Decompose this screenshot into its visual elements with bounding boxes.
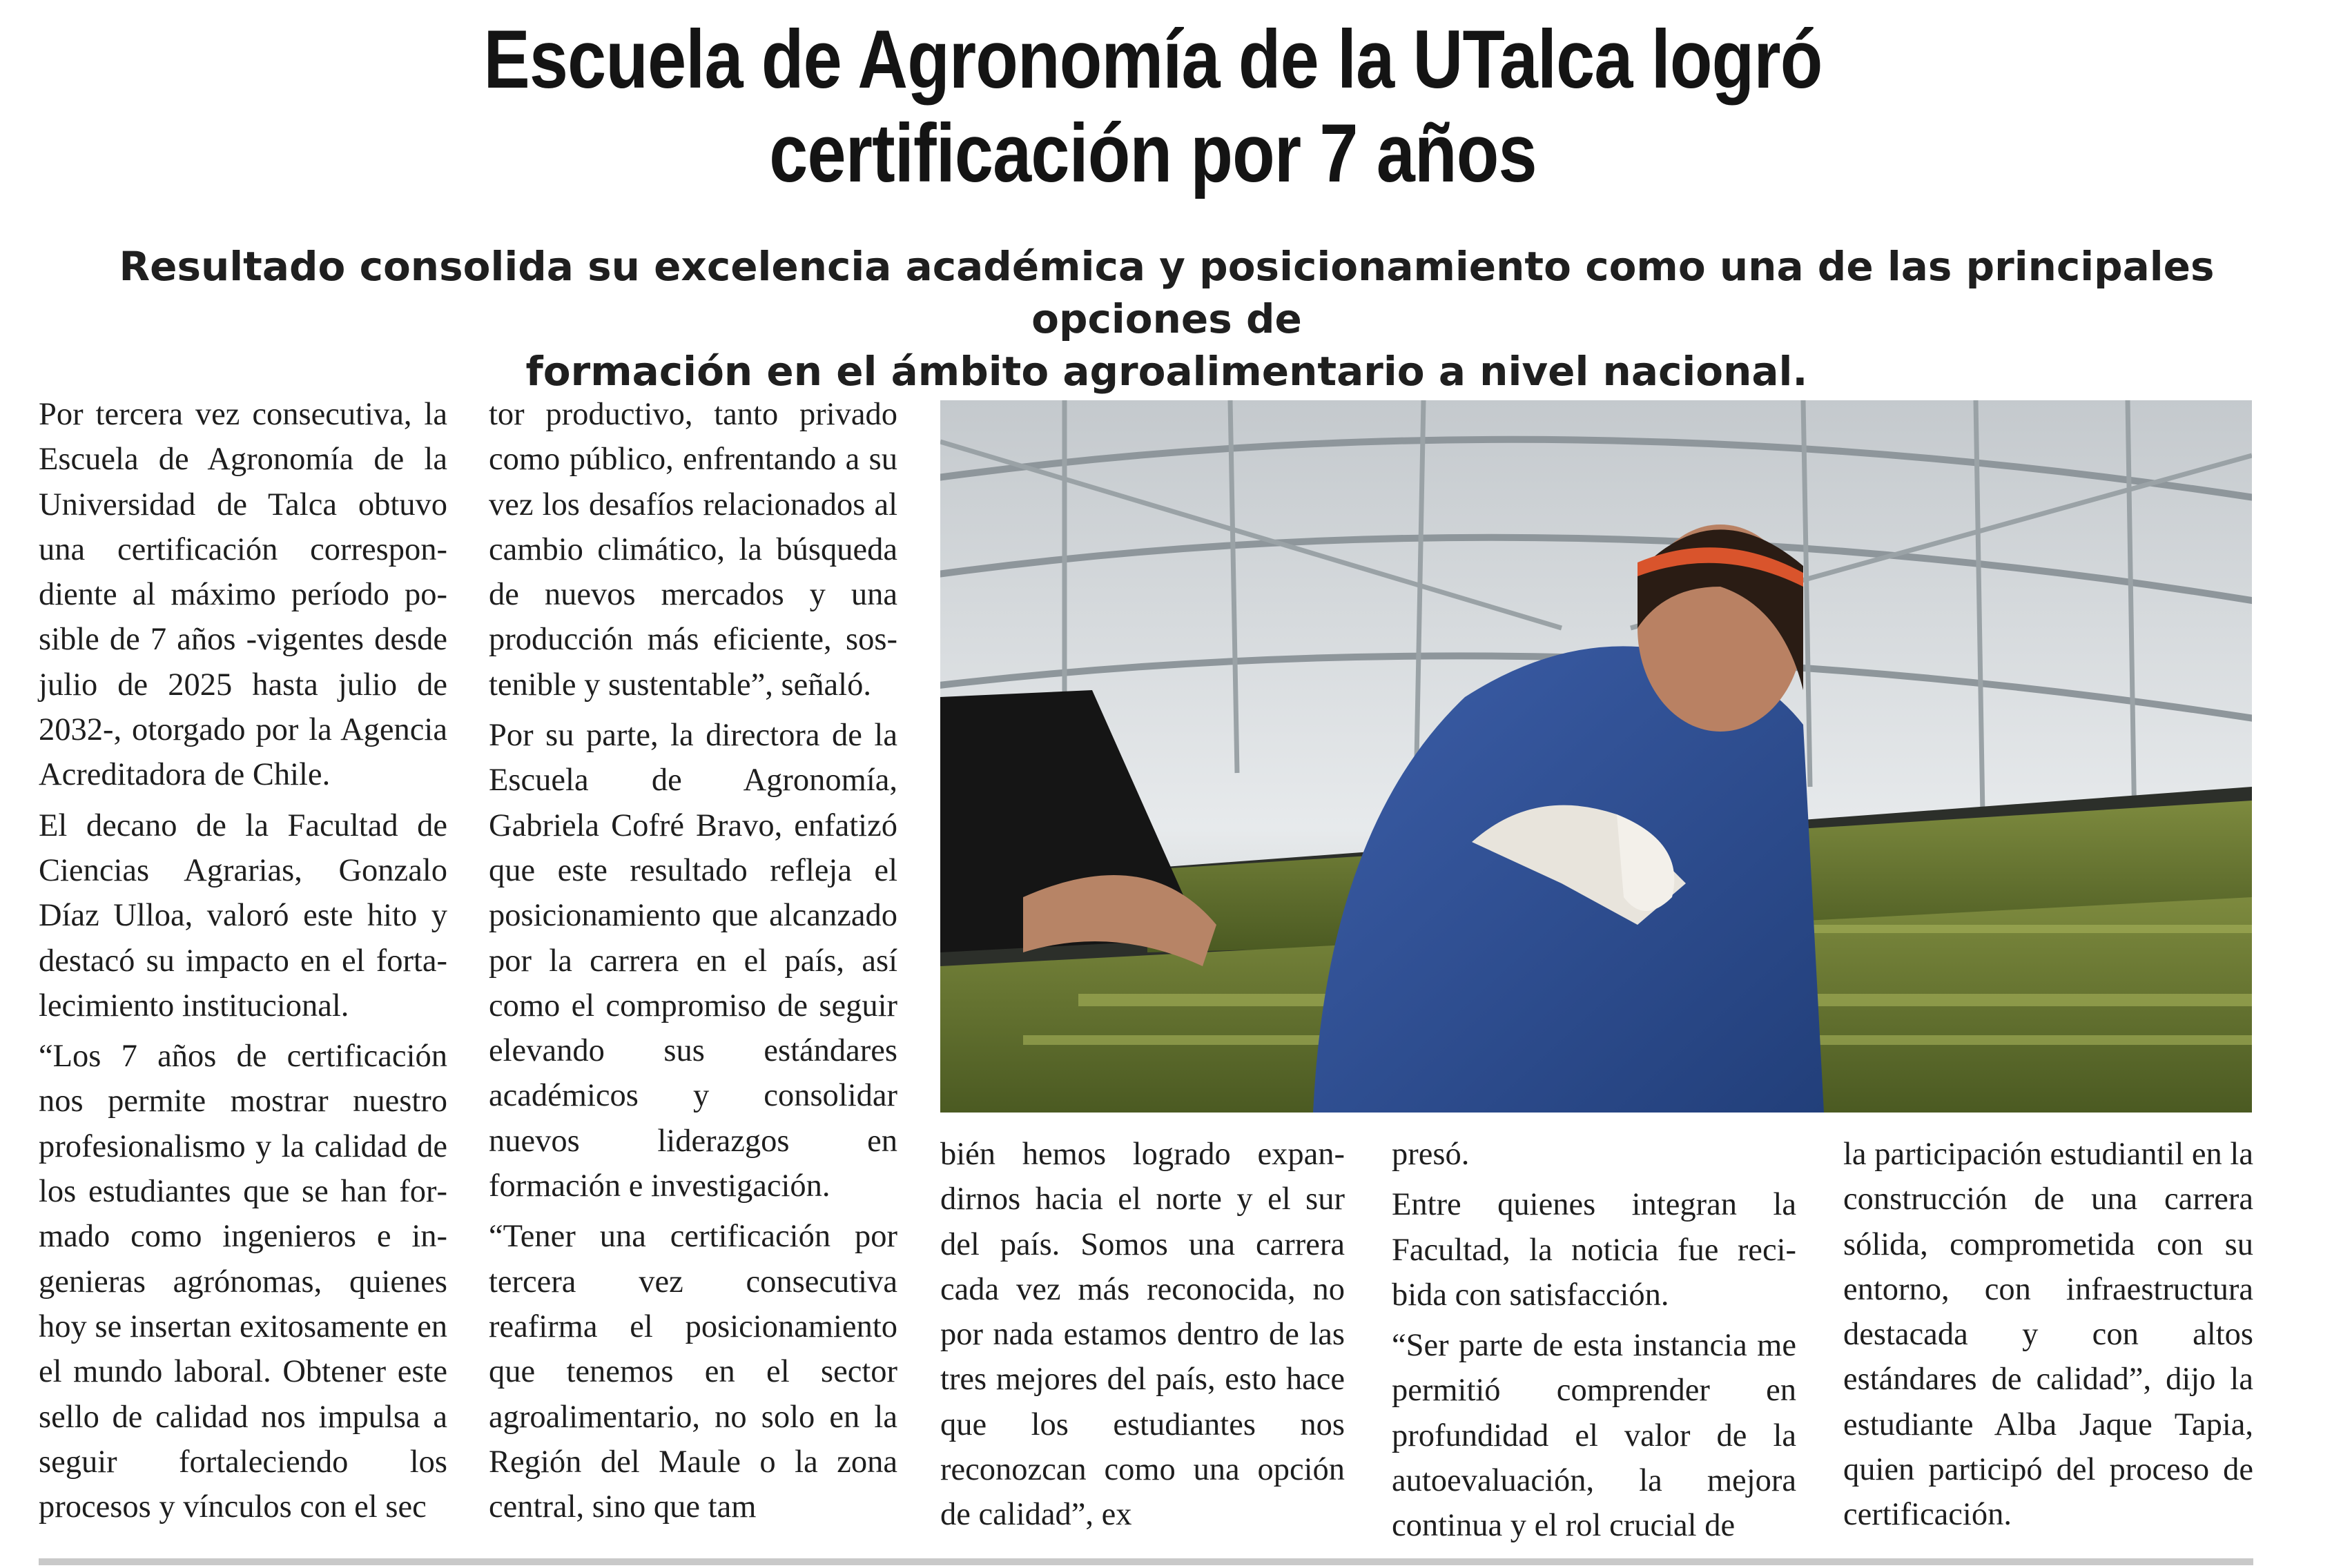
paragraph: bién hemos logrado expandirnos hacia el norte y el sur del país. Somos una carrera cada vez más reconocida, no por nada estamos dentro de las tres mejores del país, esto hace que los estudiantes nos reconozcan como una opción de calidad”, ex (940, 1137, 1345, 1533)
article-column-2 (489, 392, 897, 1535)
paragraph: “Los 7 años de certificación nos permite mostrar nuestro profesionalismo y la calidad de los estudiantes que se han formado como ingenieros e ingenieras agrónomas, quienes hoy se insertan exitosamente en el mundo laboral. Obtener este sello de calidad nos impulsa a seguir fortaleciendo los procesos y vínculos con el sec (39, 1039, 447, 1525)
paragraph: “Tener una certificación por tercera vez consecutiva reafirma el posicionamiento que tenemos en el sector agroalimentario, no solo en la Región del Maule o la zona central, sino que tam (489, 1219, 897, 1525)
paragraph: presó. (1392, 1137, 1470, 1172)
article-column-3 (940, 1132, 1345, 1543)
paragraph: Por su parte, la directora de la Escuela de Agronomía, Gabriela Cofré Bravo, enfatizó que este resultado refleja el posicionamiento que alcanzado por la carrera en el país, así como el compromiso de seguir elevando sus estándares académicos y consolidar nuevos liderazgos en formación e investigación. (489, 718, 897, 1204)
paragraph: tor productivo, tanto privado como público, enfrentando a su vez los desafíos relacionados al cambio climático, la búsqueda de nuevos mercados y una producción más eficiente, sostenible y sustentable”, señaló. (489, 397, 897, 703)
headline (254, 12, 2052, 200)
article-column-4 (1392, 1132, 1796, 1554)
subheadline-line-1: Resultado consolida su excelencia académica y posicionamiento como una de las principales opciones de (119, 243, 2215, 342)
headline-line-1: Escuela de Agronomía de la UTalca logró (483, 13, 1823, 106)
subheadline (28, 240, 2306, 398)
paragraph: Por tercera vez consecutiva, la Escuela de Agronomía de la Universidad de Talca obtuvo una certificación correspondiente al máximo período posible de 7 años -vigentes desde julio de 2025 hasta julio de 2032-, otorgado por la Agencia Acreditadora de Chile. (39, 397, 447, 793)
article-column-1 (39, 392, 447, 1535)
paragraph: “Ser parte de esta instancia me permitió comprender en profundidad el valor de la autoevaluación, la mejora continua y el rol crucial de (1392, 1328, 1796, 1544)
greenhouse-photo-illustration (940, 400, 2252, 1113)
article-column-5 (1843, 1132, 2253, 1543)
bottom-divider (39, 1558, 2253, 1565)
subheadline-line-2: formación en el ámbito agroalimentario a nivel nacional. (525, 348, 1808, 395)
paragraph: Entre quienes integran la Facultad, la noticia fue recibida con satisfacción. (1392, 1187, 1796, 1313)
paragraph: la participación estudiantil en la construcción de una carrera sólida, comprometida con su entorno, con infraestructura destacada y con altos estándares de calidad”, dijo la estudiante Alba Jaque Tapia, quien participó del proceso de certificación. (1843, 1137, 2253, 1533)
article-photo (940, 400, 2252, 1113)
headline-line-2: certificación por 7 años (769, 107, 1537, 199)
paragraph: El decano de la Facultad de Ciencias Agrarias, Gonzalo Díaz Ulloa, valoró este hito y destacó su impacto en el fortalecimiento institucional. (39, 807, 447, 1023)
